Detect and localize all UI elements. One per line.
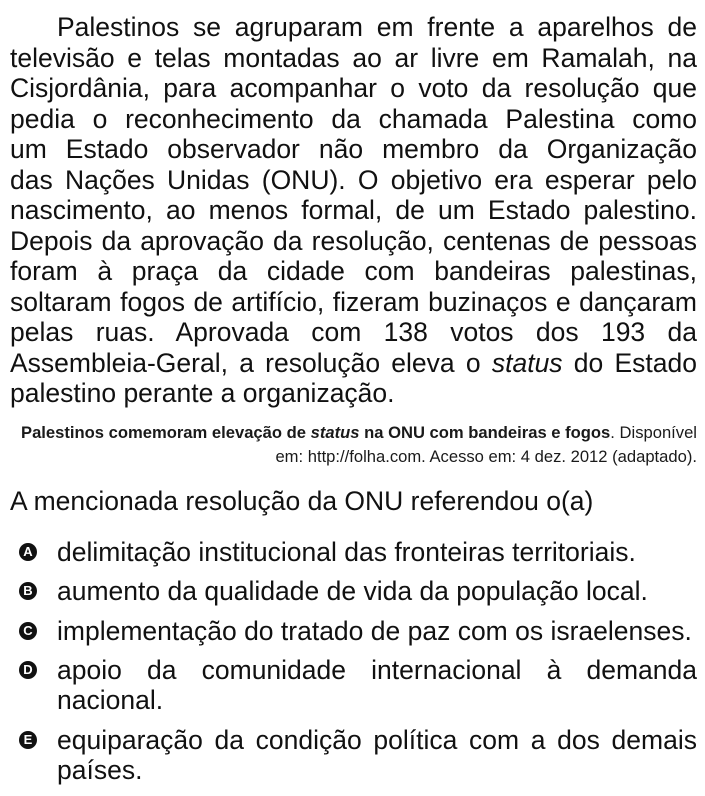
option-c xyxy=(10,616,697,646)
option-text: implementação do tratado de paz com os israelenses. xyxy=(57,615,692,646)
question-stem: A mencionada resolução da ONU referendou o(a) xyxy=(10,485,594,516)
source-article-title: na ONU com bandeiras e fogos xyxy=(359,423,611,443)
passage-line: nascimento, ao menos formal, de um Estado palestino. xyxy=(10,195,697,225)
option-letter-badge: A xyxy=(19,543,37,561)
passage-line-text: Assembleia-Geral, a resolução eleva o xyxy=(10,347,492,378)
question-page xyxy=(10,12,697,785)
passage-line xyxy=(10,348,697,379)
passage-line: soltaram fogos de artifício, fizeram buzinaços e dançaram xyxy=(10,286,697,317)
passage-line: Depois da aprovação da resolução, centenas de pessoas xyxy=(10,225,697,256)
passage-line: Cisjordânia, para acompanhar o voto da resolução que xyxy=(10,73,697,103)
option-letter-badge: C xyxy=(19,622,37,640)
option-b xyxy=(10,576,697,606)
passage-line: das Nações Unidas (ONU). O objetivo era esperar pelo xyxy=(10,164,697,195)
passage-line: um Estado observador não membro da Organização xyxy=(10,134,697,164)
source-italic-term: status xyxy=(310,423,360,443)
option-text: nacional. xyxy=(57,685,164,716)
source-line: em: http://folha.com. Acesso em: 4 dez. 2012 (adaptado). xyxy=(275,447,697,467)
option-letter-badge: D xyxy=(19,661,37,679)
source-citation xyxy=(10,421,697,469)
passage-line: palestino perante a organização. xyxy=(10,378,395,408)
option-text: apoio da comunidade internacional à demanda xyxy=(57,655,697,686)
option-letter-badge: B xyxy=(19,582,37,600)
passage-line: pedia o reconhecimento da chamada Palestina como xyxy=(10,103,697,134)
source-article-title: Palestinos comemoram elevação de xyxy=(21,423,311,443)
option-text: aumento da qualidade de vida da população local. xyxy=(57,576,648,607)
passage-line: televisão e telas montadas ao ar livre em Ramalah, na xyxy=(10,42,697,73)
passage-line: pelas ruas. Aprovada com 138 votos dos 193 da xyxy=(10,317,697,347)
passage-line-text: do Estado xyxy=(562,347,697,378)
option-text: equiparação da condição política com a dos demais xyxy=(57,724,697,755)
source-line xyxy=(10,421,697,445)
passage-italic-term: status xyxy=(491,347,563,378)
passage-line: foram à praça da cidade com bandeiras palestinas, xyxy=(10,256,697,286)
passage xyxy=(10,12,697,409)
option-a xyxy=(10,537,697,567)
option-text: delimitação institucional das fronteiras territoriais. xyxy=(57,536,636,567)
option-letter-badge: E xyxy=(19,731,37,749)
answer-options xyxy=(10,537,697,785)
passage-line: Palestinos se agruparam em frente a aparelhos de xyxy=(57,12,697,42)
option-text: países. xyxy=(57,754,143,785)
option-d xyxy=(10,655,697,715)
option-e xyxy=(10,725,697,785)
source-availability: . Disponível xyxy=(610,423,697,443)
